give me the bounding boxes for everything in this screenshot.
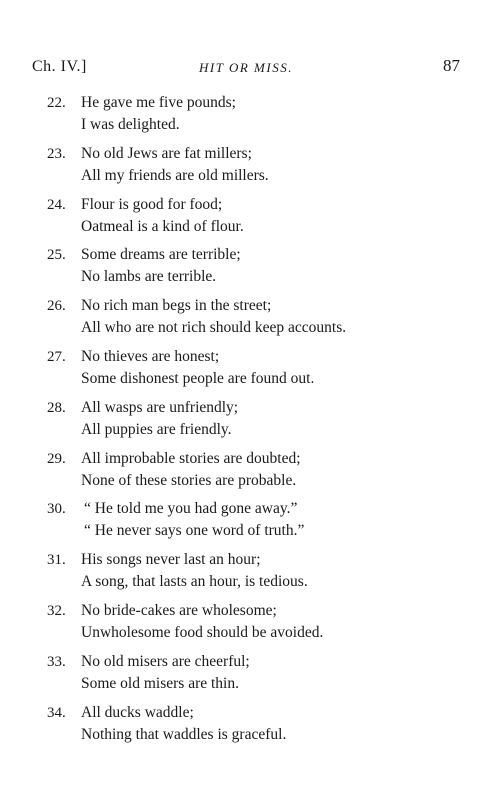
- premise-2: All puppies are friendly.: [81, 420, 232, 438]
- premise-1: Some dreams are terrible;: [81, 246, 241, 264]
- premise-1: All wasps are unfriendly;: [81, 398, 239, 416]
- problem-item-30: [0, 498, 490, 549]
- premise-1: All improbable stories are doubted;: [81, 449, 301, 467]
- problem-list: [0, 92, 490, 752]
- problem-item-31: [0, 549, 490, 600]
- problem-number: 34.: [47, 704, 66, 721]
- problem-number: 29.: [47, 450, 66, 467]
- premise-2: Unwholesome food should be avoided.: [81, 623, 324, 641]
- problem-number: 28.: [47, 399, 66, 416]
- premise-1: No old Jews are fat millers;: [81, 144, 252, 162]
- premise-1: His songs never last an hour;: [81, 551, 261, 569]
- premise-2: Nothing that waddles is graceful.: [81, 725, 287, 743]
- problem-item-32: [0, 600, 490, 651]
- problem-item-29: [0, 448, 490, 499]
- problem-number: 27.: [47, 348, 66, 365]
- premise-1: No bride-cakes are wholesome;: [81, 601, 277, 619]
- premise-1: He gave me five pounds;: [81, 94, 236, 111]
- premise-2: I was delighted.: [81, 116, 180, 133]
- problem-number: 22.: [47, 95, 66, 111]
- problem-item-28: [0, 397, 490, 448]
- problem-item-24: [0, 194, 490, 245]
- chapter-label: Ch. IV.]: [32, 58, 87, 75]
- premise-2: Oatmeal is a kind of flour.: [81, 217, 244, 235]
- premise-2: Some dishonest people are found out.: [81, 369, 315, 387]
- premise-1: No old misers are cheerful;: [81, 652, 250, 670]
- premise-2: Some old misers are thin.: [81, 674, 239, 692]
- problem-item-25: [0, 244, 490, 295]
- premise-1: No rich man begs in the street;: [81, 297, 272, 315]
- problem-number: 26.: [47, 298, 66, 315]
- page-number: 87: [443, 56, 460, 75]
- problem-item-34: [0, 702, 490, 753]
- problem-number: 33.: [47, 653, 66, 670]
- premise-2: A song, that lasts an hour, is tedious.: [81, 573, 308, 591]
- premise-2: None of these stories are probable.: [81, 471, 297, 489]
- problem-number: 30.: [47, 501, 66, 518]
- problem-number: 32.: [47, 602, 66, 619]
- problem-item-26: [0, 295, 490, 346]
- premise-1: No thieves are honest;: [81, 347, 220, 365]
- problem-number: 23.: [47, 145, 66, 162]
- problem-number: 31.: [47, 552, 66, 569]
- problem-number: 24.: [47, 196, 66, 213]
- page-header: [32, 58, 460, 82]
- premise-2: All who are not rich should keep accounts.: [81, 319, 347, 337]
- problem-item-23: [0, 143, 490, 194]
- problem-item-27: [0, 346, 490, 397]
- premise-2: All my friends are old millers.: [81, 166, 269, 184]
- premise-1: “ He told me you had gone away.”: [84, 500, 298, 518]
- problem-item-33: [0, 651, 490, 702]
- problem-number: 25.: [47, 247, 66, 264]
- premise-2: No lambs are terrible.: [81, 268, 217, 286]
- premise-1: All ducks waddle;: [81, 703, 194, 721]
- premise-2: “ He never says one word of truth.”: [84, 522, 305, 540]
- running-title: HIT OR MISS.: [199, 60, 293, 75]
- premise-1: Flour is good for food;: [81, 195, 223, 213]
- problem-item-22: [0, 92, 490, 143]
